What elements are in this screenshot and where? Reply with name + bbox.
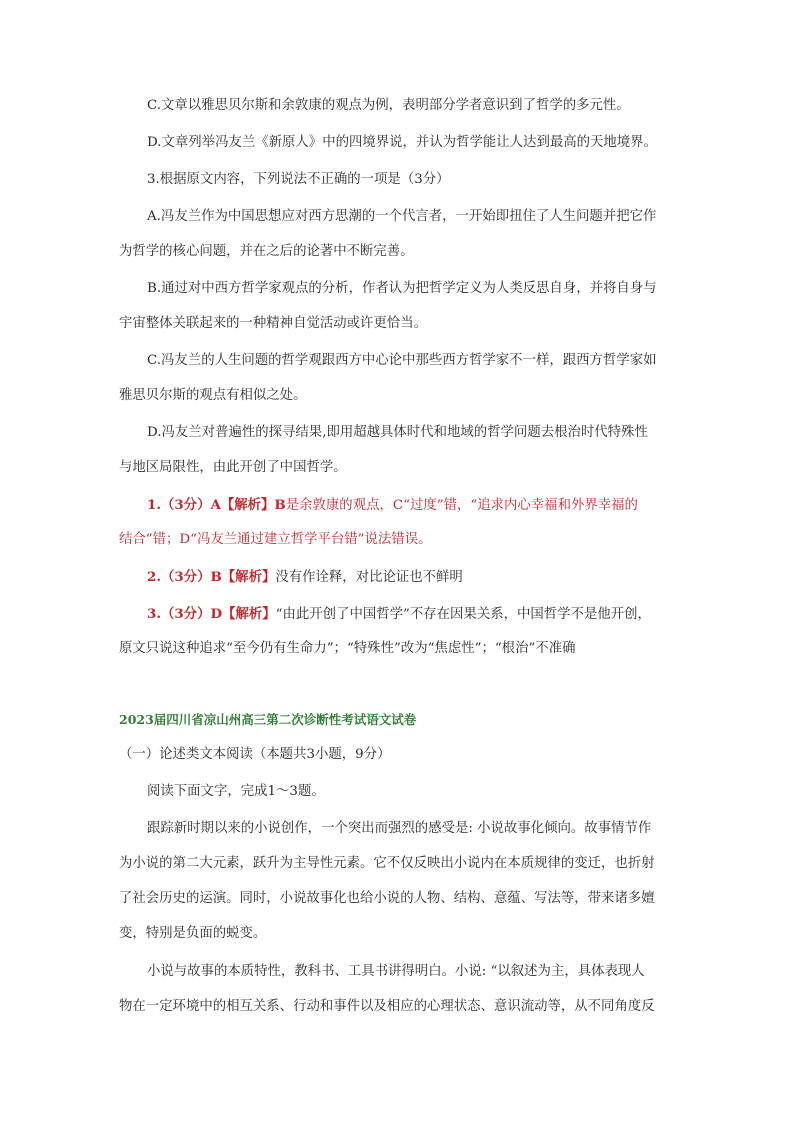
answer-2-text: 没有作诠释，对比论证也不鲜明	[275, 570, 463, 585]
answer-3-line2: 原文只说这种追求“至今仍有生命力”；“特殊性”改为“焦虑性”；“根治”不准确	[119, 641, 576, 656]
question-3-stem: 3.根据原文内容，下列说法不正确的一项是（3分）	[147, 172, 450, 187]
option-c: C.文章以雅思贝尔斯和余敦康的观点为例，表明部分学者意识到了哲学的多元性。	[147, 98, 630, 113]
reading-instruction: 阅读下面文字，完成1～3题。	[147, 784, 325, 799]
q3-option-b-line2: 宇宙整体关联起来的一种精神自觉活动或许更恰当。	[119, 316, 427, 331]
exam-title: 2023届四川省凉山州高三第二次诊断性考试语文试卷	[119, 712, 417, 727]
answer-3-prefix: 3.（3分）D【解析】	[147, 606, 276, 622]
q3-option-a-line2: 为哲学的核心问题，并在之后的论著中不断完善。	[119, 244, 414, 259]
answer-2-line	[147, 567, 463, 588]
paragraph-1-line3: 了社会历史的运演。同时，小说故事化也给小说的人物、结构、意蕴、写法等，带来诸多嬗	[119, 891, 655, 906]
q3-option-a-line1: A.冯友兰作为中国思想应对西方思潮的一个代言者，一开始即扭住了人生问题并把它作	[147, 209, 657, 224]
q3-option-d-line1: D.冯友兰对普遍性的探寻结果,即用超越具体时代和地域的哲学问题去根治时代特殊性	[147, 425, 648, 440]
paragraph-1-line1: 跟踪新时期以来的小说创作，一个突出而强烈的感受是: 小说故事化倾向。故事情节作	[147, 821, 652, 836]
answer-1-text: 是余敦康的观点，C“过度”错，“追求内心幸福和外界幸福的	[285, 498, 638, 513]
q3-option-c-line1: C.冯友兰的人生问题的哲学观跟西方中心论中那些西方哲学家不一样，跟西方哲学家如	[147, 353, 657, 368]
answer-1-line1	[147, 495, 638, 516]
q3-option-b-line1: B.通过对中西方哲学家观点的分析，作者认为把哲学定义为人类反思自身，并将自身与	[147, 281, 657, 296]
paragraph-2-line2: 物在一定环境中的相互关系、行动和事件以及相应的心理状态、意识流动等，从不同角度反	[119, 999, 655, 1014]
answer-3-line1	[147, 604, 651, 625]
paragraph-2-line1: 小说与故事的本质特性，教科书、工具书讲得明白。小说: “以叙述为主，具体表现人	[147, 964, 645, 979]
answer-2-prefix: 2.（3分）B【解析】	[147, 569, 276, 585]
q3-option-d-line2: 与地区局限性，由此开创了中国哲学。	[119, 460, 347, 475]
answer-1-line2: 结合”错；D“冯友兰通过建立哲学平台错”说法错误。	[119, 532, 432, 547]
answer-1-prefix: 1.（3分）A【解析】B	[147, 497, 286, 513]
option-d: D.文章列举冯友兰《新原人》中的四境界说，并认为哲学能让人达到最高的天地境界。	[147, 135, 657, 150]
paragraph-1-line4: 变，特别是负面的蜕变。	[119, 926, 267, 941]
paragraph-1-line2: 为小说的第二大元素，跃升为主导性元素。它不仅反映出小说内在本质规律的变迁，也折射	[119, 856, 655, 871]
answer-3-text: “由此开创了中国哲学”不存在因果关系，中国哲学不是他开创，	[275, 607, 651, 622]
section-heading: （一）论述类文本阅读（本题共3小题，9分）	[119, 747, 391, 762]
q3-option-c-line2: 雅思贝尔斯的观点有相似之处。	[119, 388, 307, 403]
